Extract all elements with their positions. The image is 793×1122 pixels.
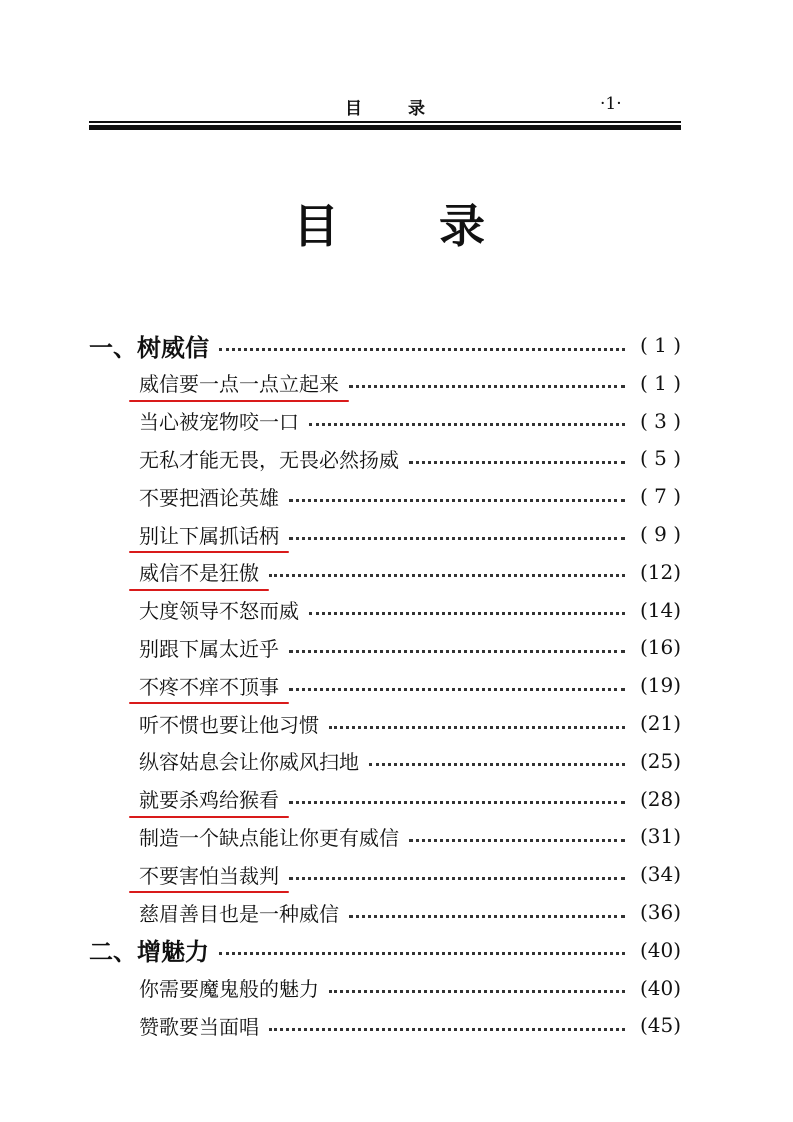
toc-entry (89, 593, 681, 627)
toc-entry (89, 555, 681, 589)
toc-entry-title: 一、树威信 (89, 333, 209, 362)
toc-entry (89, 630, 681, 664)
toc-entry-title: 你需要魔鬼般的魅力 (139, 977, 319, 1002)
toc-entry-title: 大度领导不怒而威 (139, 599, 299, 624)
toc-page-number: ( 9 ) (639, 522, 681, 546)
toc-entry (89, 668, 681, 702)
toc-entry (89, 479, 681, 513)
dot-leader (289, 877, 625, 880)
red-pen-underline (129, 589, 269, 591)
toc-entry-title: 无私才能无畏，无畏必然扬威 (139, 447, 399, 472)
dot-leader (289, 499, 625, 502)
toc-entry-title: 制造一个缺点能让你更有威信 (139, 825, 399, 850)
header-title: 目录 (345, 99, 471, 119)
toc-entry (89, 971, 681, 1005)
toc-entry (89, 1008, 681, 1042)
dot-leader (309, 612, 625, 615)
toc-entry-title: 二、增魅力 (89, 938, 209, 967)
dot-leader (409, 839, 625, 842)
toc-entry-title: 威信不是狂傲 (139, 561, 259, 586)
toc-entry-title: 慈眉善目也是一种威信 (139, 901, 339, 926)
toc-page-number: (36) (639, 900, 681, 924)
dot-leader (219, 348, 625, 351)
toc-section-heading (89, 933, 681, 967)
red-pen-underline (129, 702, 289, 704)
toc-entry-title: 听不惯也要让他习惯 (139, 712, 319, 737)
toc-section-heading (89, 328, 681, 362)
dot-leader (349, 385, 625, 388)
toc-page-number: (28) (639, 786, 681, 811)
toc-page-number: (34) (639, 862, 681, 887)
dot-leader (349, 915, 625, 918)
toc-entry (89, 404, 681, 438)
toc-page-number: ( 3 ) (639, 408, 681, 433)
running-header (0, 94, 793, 119)
toc-page-number: (31) (639, 824, 681, 849)
red-pen-underline (129, 816, 289, 818)
toc-entry (89, 744, 681, 778)
toc-entry-title: 纵容姑息会让你威风扫地 (139, 750, 359, 775)
toc-page-number: (19) (639, 673, 681, 698)
toc-page-number: ( 1 ) (639, 370, 681, 395)
toc-page-number: (16) (639, 635, 681, 660)
dot-leader (409, 461, 625, 464)
header-rule-thick (89, 125, 681, 130)
toc-page-number: (40) (639, 975, 681, 1000)
toc-page-number: ( 1 ) (639, 333, 681, 357)
dot-leader (269, 1028, 625, 1031)
toc-entry (89, 857, 681, 891)
toc-entry (89, 441, 681, 475)
toc-entry-title: 赞歌要当面唱 (139, 1014, 259, 1039)
toc-page-number: (25) (639, 748, 681, 773)
toc-entry-title: 别跟下属太近乎 (139, 636, 279, 661)
toc-page-number: ( 7 ) (639, 484, 681, 509)
toc-page-number: (21) (639, 711, 681, 735)
dot-leader (289, 801, 625, 804)
toc-page-number: ( 5 ) (639, 446, 681, 471)
red-pen-underline (129, 400, 349, 402)
toc-entry (89, 819, 681, 853)
dot-leader (329, 726, 625, 729)
toc-page-number: (45) (639, 1013, 681, 1038)
toc-entry (89, 895, 681, 929)
toc-entry-title: 不要把酒论英雄 (139, 485, 279, 510)
header-page-number: ·1· (600, 94, 622, 114)
dot-leader (329, 990, 625, 993)
toc-page-number: (12) (639, 559, 681, 584)
dot-leader (369, 763, 625, 766)
page-title: 目录 (293, 199, 585, 253)
toc-page-number: (40) (639, 937, 681, 962)
toc-page-number: (14) (639, 597, 681, 622)
toc-entry-title: 当心被宠物咬一口 (139, 410, 299, 435)
dot-leader (289, 688, 625, 691)
toc-entry-title: 就要杀鸡给猴看 (139, 788, 279, 813)
toc-entry (89, 782, 681, 816)
red-pen-underline (129, 551, 289, 553)
toc-entry-title: 别让下属抓话柄 (139, 523, 279, 548)
dot-leader (289, 537, 625, 540)
toc-entry (89, 517, 681, 551)
red-pen-underline (129, 891, 289, 893)
dot-leader (289, 650, 625, 653)
header-rule-thin (89, 121, 681, 123)
dot-leader (309, 423, 625, 426)
toc-entry-title: 不要害怕当裁判 (139, 863, 279, 888)
dot-leader (269, 574, 625, 577)
toc-entry-title: 不疼不痒不顶事 (139, 674, 279, 699)
toc-entry-title: 威信要一点一点立起来 (139, 372, 339, 397)
dot-leader (219, 952, 625, 955)
toc-entry (89, 366, 681, 400)
toc-entry (89, 706, 681, 740)
